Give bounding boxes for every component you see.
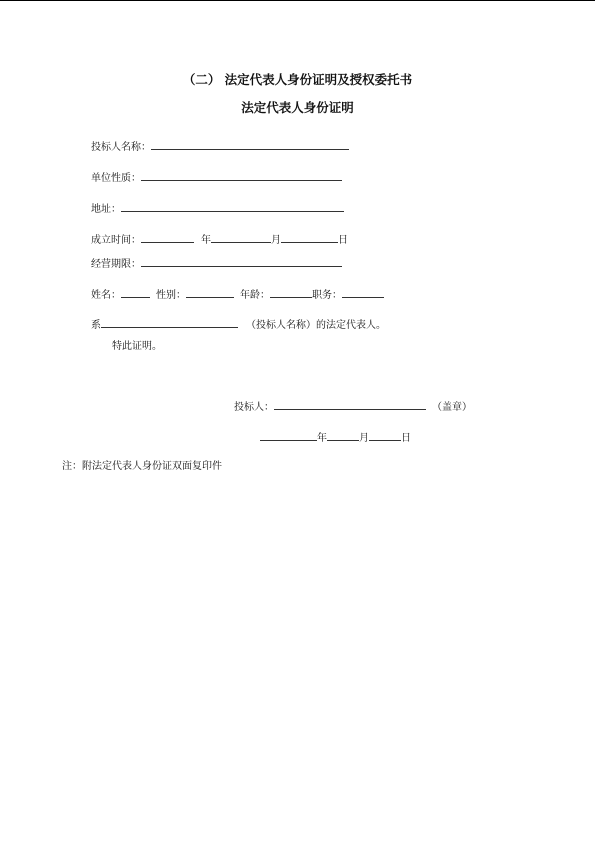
gender-field[interactable] — [186, 286, 234, 298]
top-border-line — [0, 0, 595, 1]
bidder-signature-row — [234, 398, 472, 415]
established-day-field[interactable] — [281, 231, 338, 243]
signature-year-field[interactable] — [260, 429, 317, 441]
age-label: 年龄： — [240, 290, 270, 301]
signature-month-label: 月 — [359, 433, 369, 444]
established-label: 成立时间： — [91, 235, 141, 246]
document-title: 法定代表人身份证明 — [241, 100, 354, 115]
relation-row — [91, 316, 386, 333]
unit-nature-field[interactable] — [141, 169, 342, 181]
term-label: 经营期限： — [91, 259, 141, 270]
term-row — [91, 255, 342, 272]
day-label: 日 — [338, 235, 348, 246]
term-field[interactable] — [141, 255, 342, 267]
footnote: 注：附法定代表人身份证双面复印件 — [62, 461, 222, 472]
established-year-field[interactable] — [141, 231, 194, 243]
unit-nature-row — [91, 169, 342, 186]
year-label: 年 — [201, 235, 211, 246]
name-label: 姓名： — [91, 290, 121, 301]
personal-info-row — [91, 286, 384, 303]
certify-text: 特此证明。 — [112, 341, 162, 352]
signature-day-field[interactable] — [369, 429, 401, 441]
bidder-signature-field[interactable] — [274, 398, 426, 410]
position-label: 职务： — [312, 290, 342, 301]
month-label: 月 — [271, 235, 281, 246]
name-field[interactable] — [121, 286, 150, 298]
age-field[interactable] — [270, 286, 312, 298]
signature-day-label: 日 — [401, 433, 411, 444]
seal-label: （盖章） — [432, 402, 472, 413]
established-month-field[interactable] — [211, 231, 271, 243]
address-row — [91, 200, 344, 217]
established-row — [91, 231, 348, 248]
signature-month-field[interactable] — [327, 429, 359, 441]
bidder-name-label: 投标人名称： — [91, 142, 151, 153]
relation-prefix: 系 — [91, 320, 101, 331]
section-title: （二） 法定代表人身份证明及授权委托书 — [182, 72, 413, 87]
address-label: 地址： — [91, 204, 121, 215]
bidder-signature-label: 投标人： — [234, 402, 274, 413]
gender-label: 性别： — [156, 290, 186, 301]
bidder-name-field[interactable] — [151, 138, 349, 150]
signature-year-label: 年 — [317, 433, 327, 444]
relation-bidder-field[interactable] — [101, 316, 238, 328]
unit-nature-label: 单位性质： — [91, 173, 141, 184]
address-field[interactable] — [121, 200, 344, 212]
signature-date-row — [260, 429, 411, 446]
relation-suffix: （投标人名称）的法定代表人。 — [246, 320, 386, 331]
position-field[interactable] — [342, 286, 384, 298]
bidder-name-row — [91, 138, 349, 155]
